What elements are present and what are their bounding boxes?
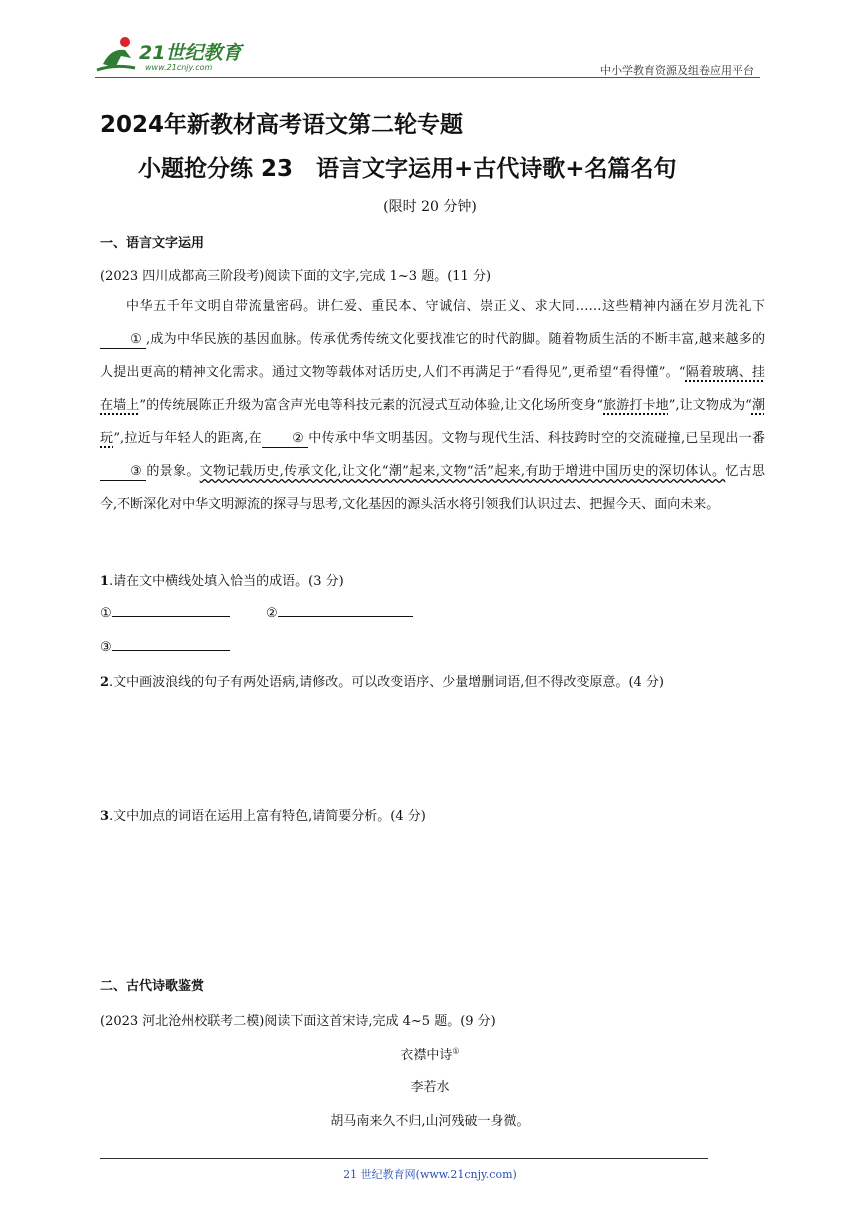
poem-author: 李若水 bbox=[410, 1080, 450, 1095]
question-2 bbox=[100, 671, 664, 690]
question-number: 3 bbox=[100, 809, 110, 824]
platform-name: 中小学教育资源及组卷应用平台 bbox=[600, 64, 754, 77]
page-header bbox=[95, 34, 760, 80]
blank-3: ③ bbox=[100, 464, 146, 481]
reading-passage bbox=[100, 290, 765, 521]
poem-footnote-mark: ① bbox=[452, 1046, 460, 1056]
question-number: 1 bbox=[100, 574, 110, 589]
doc-title-line1: 2024年新教材高考语文第二轮专题 bbox=[100, 112, 464, 138]
passage-text: 中华五千年文明自带流量密码。讲仁爱、重民本、守诚信、崇正义、求大同……这些精神内涵在岁月洗礼下 bbox=[126, 299, 765, 314]
header-divider bbox=[95, 77, 760, 78]
question-text: .请在文中横线处填入恰当的成语。(3 分) bbox=[109, 574, 344, 589]
dotted-phrase: 潮玩 bbox=[100, 398, 765, 446]
question-text: .文中画波浪线的句子有两处语病,请修改。可以改变语序、少量增删词语,但不得改变原意。(4 分) bbox=[109, 675, 664, 690]
dotted-phrase: 旅游打卡地 bbox=[603, 398, 669, 413]
question-text: .文中加点的词语在运用上富有特色,请简要分析。(4 分) bbox=[109, 809, 426, 824]
poem-line: 胡马南来久不归,山河残破一身微。 bbox=[330, 1114, 530, 1129]
passage-text: ,成为中华民族的基因血脉。传承优秀传统文化要找准它的时代韵脚。随着物质生活的不断丰富,越来越多的人提出更高的精神文化需求。通过文物等载体对话历史,人们不再满足于“看得见”,更希望“看得懂”。“ bbox=[100, 332, 765, 380]
section1-heading: 一、语言文字运用 bbox=[100, 236, 205, 251]
passage-text: 中传承中华文明基因。文物与现代生活、科技跨时空的交流碰撞,已呈现出一番 bbox=[307, 431, 765, 446]
logo-text: 21世纪教育 bbox=[139, 42, 242, 64]
answer-label: ③ bbox=[100, 640, 112, 655]
section2-heading: 二、古代诗歌鉴赏 bbox=[100, 979, 205, 994]
answer-line-1[interactable] bbox=[112, 604, 230, 617]
passage-text: 忆古思今,不断深化对中华文明源流的探寻与思考,文化基因的源头活水将引领我们认识过去、把握今天、面向未来。 bbox=[100, 464, 765, 512]
poem-title-text: 衣襟中诗 bbox=[400, 1048, 453, 1063]
site-logo bbox=[95, 34, 265, 76]
passage-text: ”,让文物成为“ bbox=[668, 398, 752, 413]
passage-text: ”,拉近与年轻人的距离,在 bbox=[113, 431, 262, 446]
passage-text: 的景象。 bbox=[146, 464, 200, 479]
passage-text: ”的传统展陈正升级为富含声光电等科技元素的沉浸式互动体验,让文化场所变身“ bbox=[139, 398, 603, 413]
runner-logo-icon bbox=[95, 34, 139, 76]
answer-label: ② bbox=[265, 606, 278, 621]
answer-row-1 bbox=[100, 604, 413, 621]
section2-source: (2023 河北沧州校联考二模)阅读下面这首宋诗,完成 4~5 题。(9 分) bbox=[100, 1014, 496, 1029]
answer-line-3[interactable] bbox=[112, 638, 230, 651]
footer-link[interactable]: 21 世纪教育网(www.21cnjy.com) bbox=[343, 1168, 517, 1181]
answer-label: ① bbox=[100, 606, 112, 621]
section1-source: (2023 四川成都高三阶段考)阅读下面的文字,完成 1~3 题。(11 分) bbox=[100, 269, 492, 284]
time-limit: (限时 20 分钟) bbox=[383, 199, 477, 215]
dotted-phrase: 隔着玻璃、挂在墙上 bbox=[100, 365, 765, 413]
question-1 bbox=[100, 570, 344, 589]
doc-title-line2: 小题抢分练 23 语言文字运用+古代诗歌+名篇名句 bbox=[138, 156, 677, 182]
question-3 bbox=[100, 805, 426, 824]
logo-url: www.21cnjy.com bbox=[145, 63, 213, 72]
answer-line-2[interactable] bbox=[278, 604, 413, 617]
blank-1: ① bbox=[100, 332, 146, 349]
poem-title bbox=[0, 1044, 860, 1063]
answer-row-2 bbox=[100, 638, 230, 655]
question-number: 2 bbox=[100, 675, 110, 690]
wavy-sentence: 文物记载历史,传承文化,让文化“潮”起来,文物“活”起来,有助于增进中国历史的深切体认。 bbox=[199, 464, 726, 479]
footer-divider bbox=[100, 1158, 708, 1159]
blank-2: ② bbox=[262, 431, 308, 448]
